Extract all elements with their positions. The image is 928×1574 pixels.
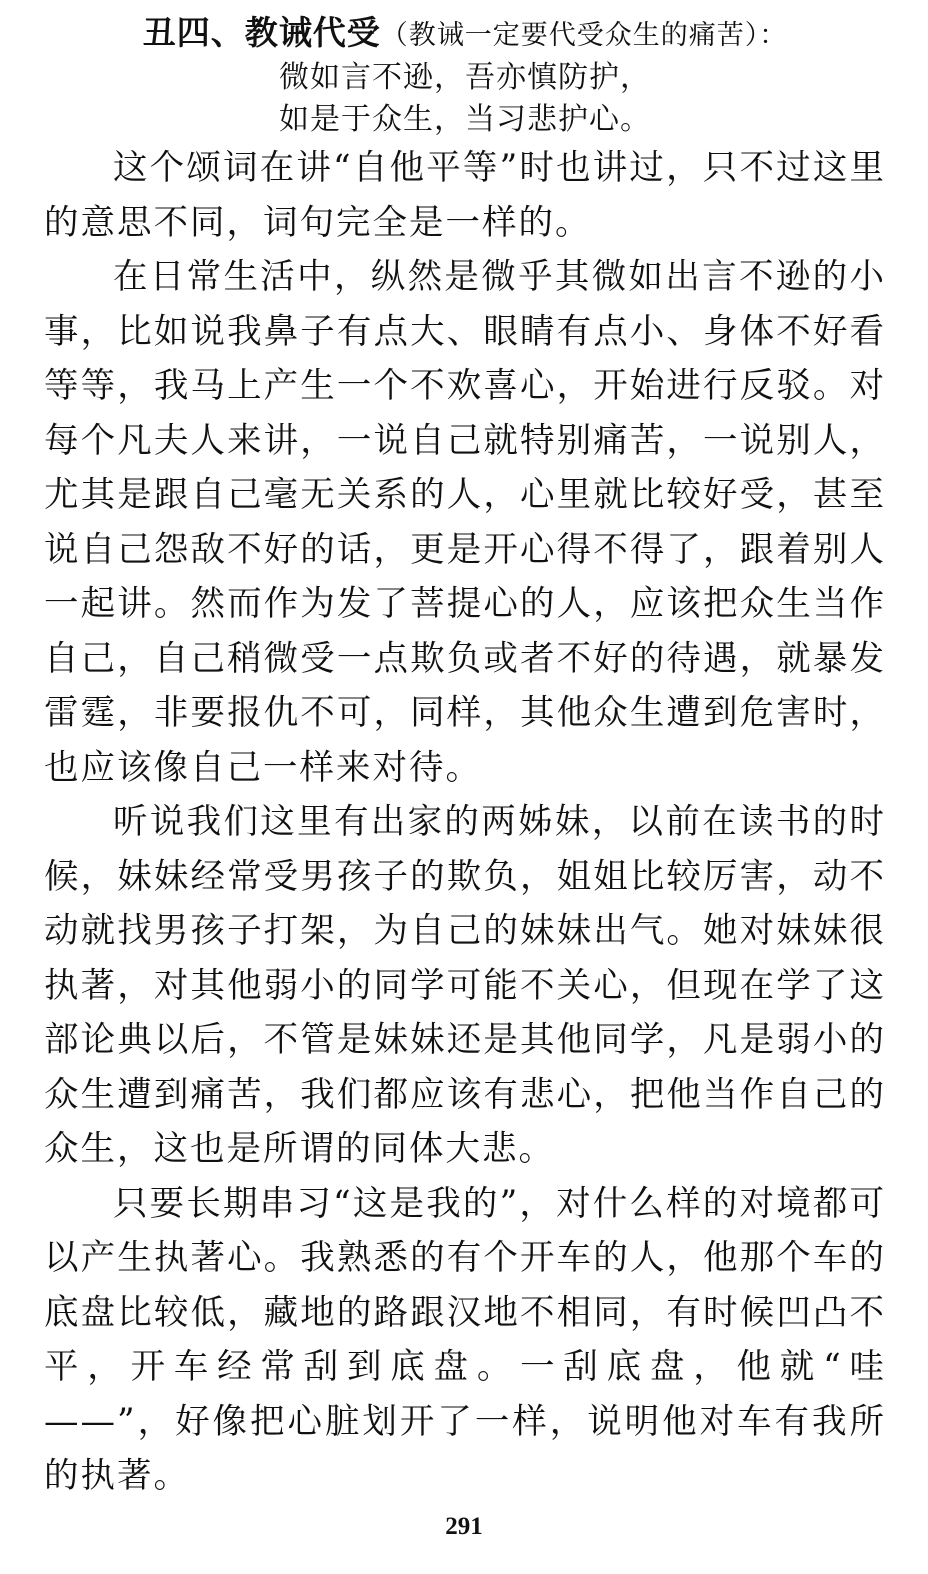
section-subtitle: （教诫一定要代受众生的痛苦）： xyxy=(380,20,788,51)
paragraph-3: 听说我们这里有出家的两姊妹，以前在读书的时候，妹妹经常受男孩子的欺负，姐姐比较厉害，动不动就找男孩子打架，为自己的妹妹出气。她对妹妹很执著，对其他弱小的同学可能不关心，但现在学了这部论典以后，不管是妹妹还是其他同学，凡是弱小的众生遭到痛苦，我们都应该有悲心，把他当作自己的众生，这也是所谓的同体大悲。 xyxy=(44,802,886,1169)
verse-line-1: 微如言不逊，吾亦慎防护， xyxy=(279,60,651,95)
verse-block xyxy=(44,57,886,141)
paragraph-1: 这个颂词在讲“自他平等”时也讲过，只不过这里的意思不同，词句完全是一样的。 xyxy=(44,148,886,243)
verse-line-2: 如是于众生，当习悲护心。 xyxy=(279,102,651,137)
section-title: 丑四、教诫代受 xyxy=(142,13,381,52)
page-number: 291 xyxy=(445,1513,483,1540)
page-content xyxy=(44,12,886,1504)
section-heading xyxy=(44,12,886,57)
paragraph-2: 在日常生活中，纵然是微乎其微如出言不逊的小事，比如说我鼻子有点大、眼睛有点小、身体不好看等等，我马上产生一个不欢喜心，开始进行反驳。对每个凡夫人来讲，一说自己就特别痛苦，一说别人，尤其是跟自己毫无关系的人，心里就比较好受，甚至说自己怨敌不好的话，更是开心得不得了，跟着别人一起讲。然而作为发了菩提心的人，应该把众生当作自己，自己稍微受一点欺负或者不好的待遇，就暴发雷霆，非要报仇不可，同样，其他众生遭到危害时，也应该像自己一样来对待。 xyxy=(44,257,886,788)
paragraph-4: 只要长期串习“这是我的”，对什么样的对境都可以产生执著心。我熟悉的有个开车的人，他那个车的底盘比较低，藏地的路跟汉地不相同，有时候凹凸不平，开车经常刮到底盘。一刮底盘，他就“哇——”，好像把心脏划开了一样，说明他对车有我所的执著。 xyxy=(44,1183,886,1496)
